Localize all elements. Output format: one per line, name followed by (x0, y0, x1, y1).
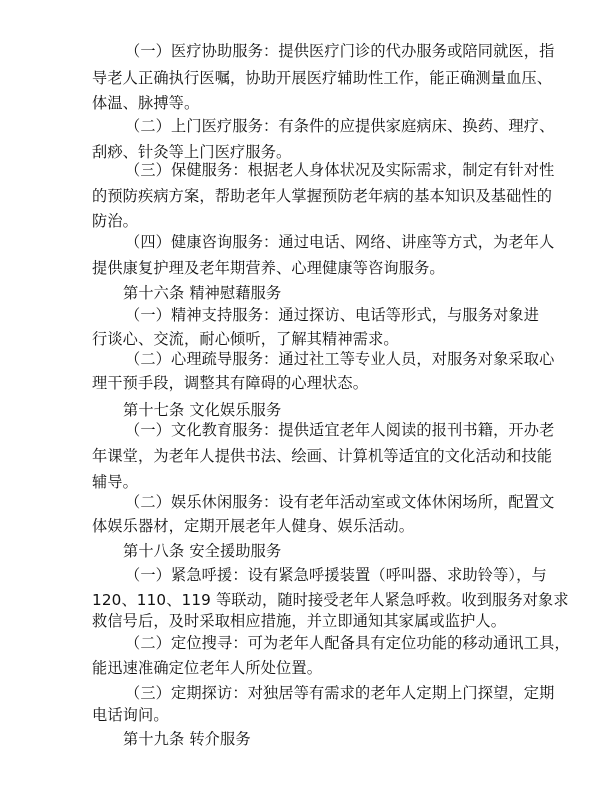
text-line: （三）保健服务：根据老人身体状况及实际需求，制定有针对性 (125, 161, 555, 179)
text-line: 体温、脉搏等。 (92, 94, 200, 112)
text-line: 行谈心、交流，耐心倾听，了解其精神需求。 (92, 330, 399, 348)
text-line: （一）紧急呼援：设有紧急呼援装置（呼叫器、求助铃等），与 (125, 566, 547, 584)
text-line: （二）娱乐休闲服务：设有老年活动室或文体休闲场所，配置文 (125, 493, 555, 511)
text-line: （二）定位搜寻：可为老年人配备具有定位功能的移动通讯工具， (125, 634, 570, 652)
text-line: （二）心理疏导服务：通过社工等专业人员，对服务对象采取心 (125, 350, 555, 368)
text-line: （一）文化教育服务：提供适宜老年人阅读的报刊书籍，开办老 (125, 421, 555, 439)
text-line: 年课堂，为老年人提供书法、绘画、计算机等适宜的文化活动和技能 (92, 447, 553, 465)
text-line: 救信号后，及时采取相应措施，并立即通知其家属或监护人。 (92, 612, 507, 630)
text-line: （四）健康咨询服务：通过电话、网络、讲座等方式，为老年人 (125, 233, 555, 251)
text-line: （一）精神支持服务：通过探访、电话等形式，与服务对象进 (125, 306, 540, 324)
article-heading: 第十九条 转介服务 (123, 730, 251, 748)
text-line: 能迅速准确定位老年人所处位置。 (92, 659, 323, 677)
text-line: 体娱乐器材，定期开展老年人健身、娱乐活动。 (92, 517, 415, 535)
text-line: 的预防疾病方案，帮助老年人掌握预防老年病的基本知识及基础性的 (92, 187, 553, 205)
text-line: 导老人正确执行医嘱，协助开展医疗辅助性工作，能正确测量血压、 (92, 69, 553, 87)
text-line: （一）医疗协助服务：提供医疗门诊的代办服务或陪同就医，指 (125, 42, 555, 60)
article-heading: 第十六条 精神慰藉服务 (123, 284, 282, 302)
article-heading: 第十八条 安全援助服务 (123, 542, 282, 560)
text-line: 提供康复护理及老年期营养、心理健康等咨询服务。 (92, 259, 445, 277)
text-line: 理干预手段，调整其有障碍的心理状态。 (92, 374, 369, 392)
text-line: 120、110、119 等联动，随时接受老年人紧急呼救。收到服务对象求 (92, 591, 569, 609)
text-line: 电话询问。 (92, 706, 169, 724)
text-line: （三）定期探访：对独居等有需求的老年人定期上门探望，定期 (125, 684, 555, 702)
text-line: 防治。 (92, 212, 139, 230)
text-line: 辅导。 (92, 473, 139, 491)
article-heading: 第十七条 文化娱乐服务 (123, 401, 282, 419)
text-line: （二）上门医疗服务：有条件的应提供家庭病床、换药、理疗、 (125, 117, 555, 135)
text-line: 刮痧、针灸等上门医疗服务。 (92, 143, 292, 161)
